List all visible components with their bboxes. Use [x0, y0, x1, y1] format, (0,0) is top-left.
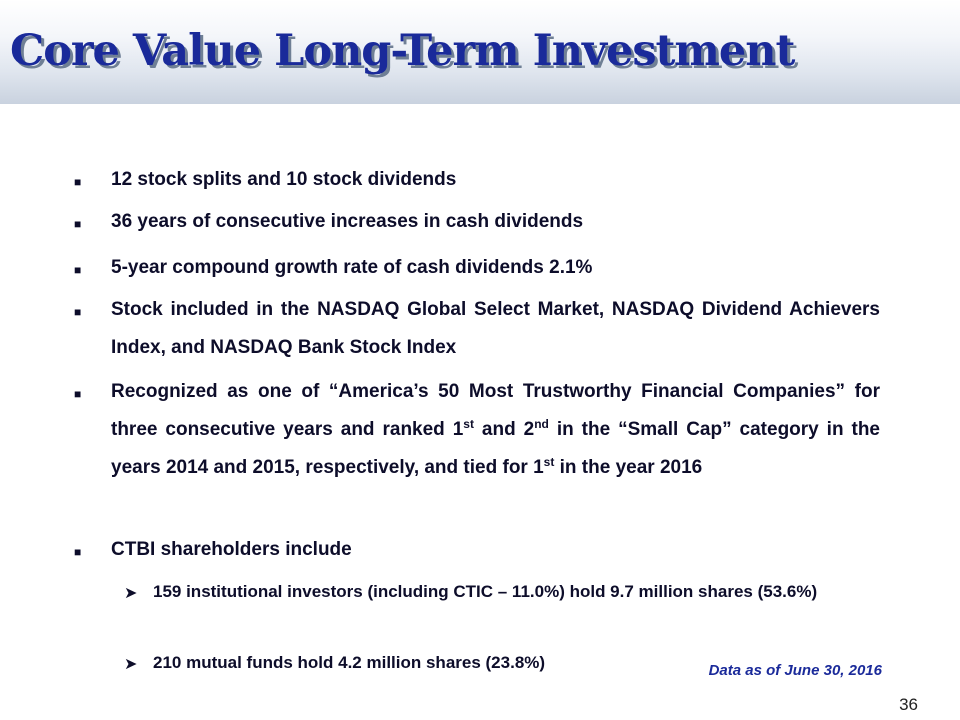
- slide-title: Core Value Long-Term Investment: [10, 26, 795, 76]
- recognition-text-part2: and 2: [473, 419, 535, 440]
- square-bullet-icon: ■: [74, 305, 82, 319]
- sub-bullet-institutional-investors: 159 institutional investors (including CTIC – 11.0%) hold 9.7 million shares (53.6%): [153, 582, 818, 601]
- recognition-text-part3: in the “Small Cap” category in the years 2014 and 2015, respectively, and tied for 1: [111, 419, 880, 478]
- bullet-item-shareholders: CTBI shareholders include: [111, 539, 352, 560]
- sub-bullet-mutual-funds: 210 mutual funds hold 4.2 million shares (23.8%): [153, 653, 546, 672]
- recognition-text-part1: Recognized as one of “America’s 50 Most Trustworthy Financial Companies” for three consecutive years and ranked 1: [111, 381, 880, 440]
- recognition-text-part4: in the year 2016: [554, 457, 703, 478]
- square-bullet-icon: ■: [74, 175, 82, 189]
- square-bullet-icon: ■: [74, 387, 82, 401]
- square-bullet-icon: ■: [74, 545, 82, 559]
- arrow-bullet-icon: ➤: [124, 585, 138, 602]
- bullet-item-stock-splits: 12 stock splits and 10 stock dividends: [111, 169, 457, 190]
- recognition-ordinal-2: nd: [534, 417, 549, 431]
- data-as-of-note: Data as of June 30, 2016: [708, 662, 882, 679]
- arrow-bullet-icon: ➤: [124, 656, 138, 673]
- page-number: 36: [899, 695, 918, 714]
- square-bullet-icon: ■: [74, 263, 82, 277]
- bullet-item-growth-rate: 5-year compound growth rate of cash dividends 2.1%: [111, 257, 593, 278]
- recognition-ordinal-1: st: [463, 417, 474, 431]
- bullet-item-consecutive-increases: 36 years of consecutive increases in cash dividends: [111, 211, 584, 232]
- recognition-ordinal-3: st: [543, 455, 555, 469]
- square-bullet-icon: ■: [74, 217, 82, 231]
- bullet-item-nasdaq-indexes: Stock included in the NASDAQ Global Select Market, NASDAQ Dividend Achievers Index, and NASDAQ Bank Stock Index: [111, 299, 880, 358]
- bullet-item-trustworthy-recognition: [111, 373, 880, 487]
